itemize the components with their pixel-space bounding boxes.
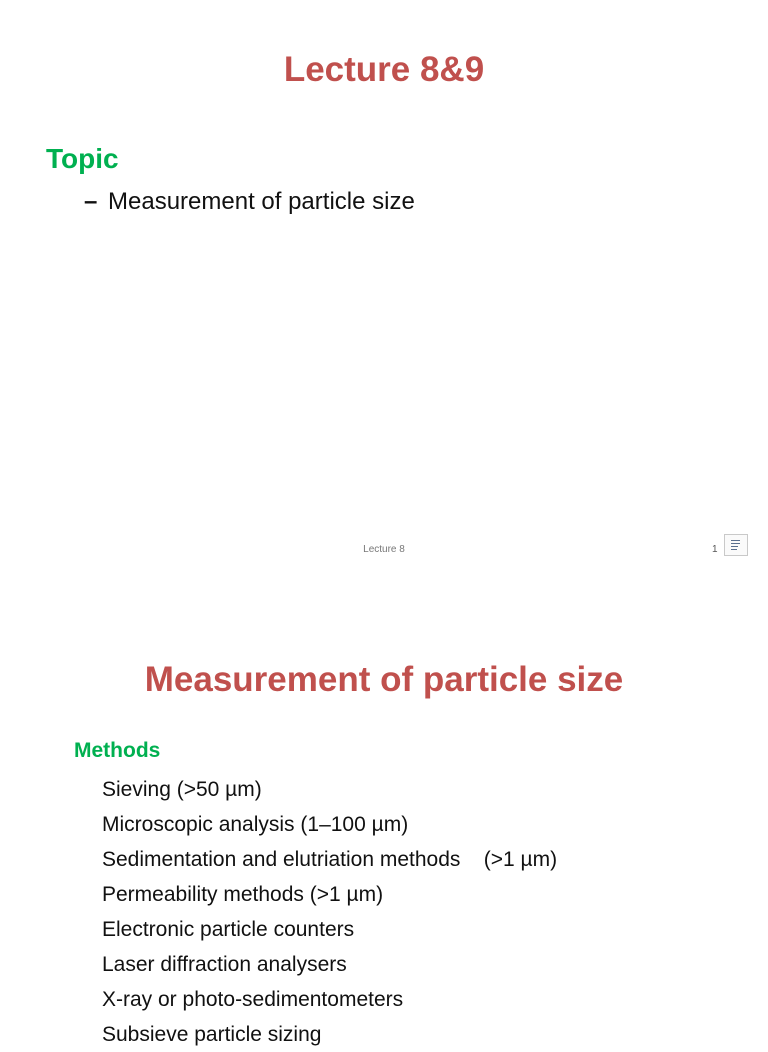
list-item: Laser diffraction analysers	[102, 953, 347, 976]
list-item: Sedimentation and elutriation methods (>1 µm)	[102, 848, 558, 871]
slide-title: Lecture 8&9	[283, 50, 485, 89]
page-number: 1	[712, 544, 718, 555]
methods-list	[102, 772, 557, 1052]
list-item: Subsieve particle sizing	[102, 1023, 322, 1046]
topic-item-text: Measurement of particle size	[108, 188, 415, 215]
notes-line	[731, 543, 740, 544]
list-item: Sieving (>50 µm)	[102, 778, 262, 801]
slide-title: Measurement of particle size	[144, 660, 624, 699]
notes-page-icon[interactable]	[724, 534, 748, 556]
notes-line	[731, 540, 740, 541]
list-item: Microscopic analysis (1–100 µm)	[102, 813, 409, 836]
slide-2	[0, 620, 768, 1046]
list-item: Permeability methods (>1 µm)	[102, 883, 384, 906]
list-item: X-ray or photo-sedimentometers	[102, 988, 404, 1011]
notes-line	[731, 546, 738, 547]
methods-label: Methods	[74, 739, 161, 762]
dash-bullet: –	[84, 188, 98, 215]
list-item: Electronic particle counters	[102, 918, 355, 941]
topic-item	[84, 188, 415, 216]
slide-footer: Lecture 8	[363, 544, 405, 555]
notes-line	[731, 549, 737, 550]
topic-label: Topic	[46, 143, 119, 174]
